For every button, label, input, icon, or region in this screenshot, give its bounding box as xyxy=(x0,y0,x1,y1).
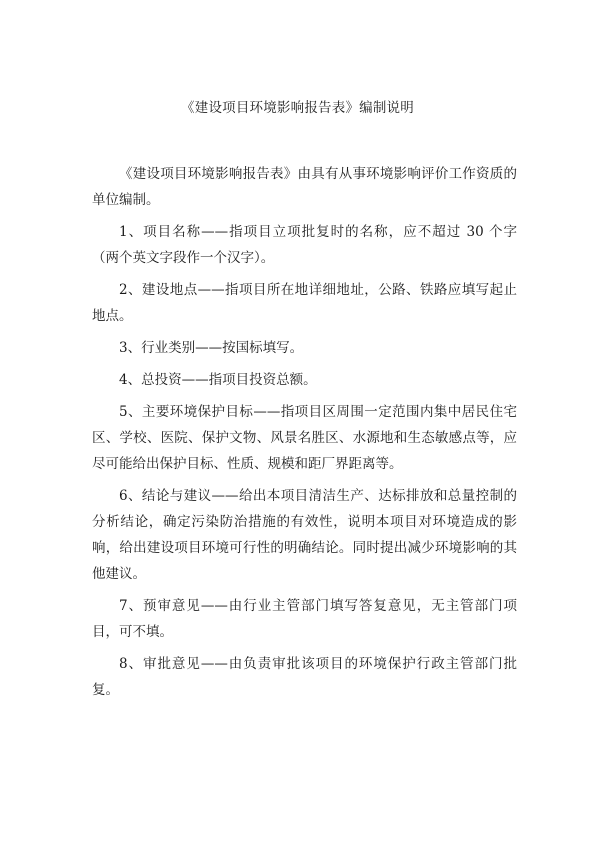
intro-paragraph: 《建设项目环境影响报告表》由具有从事环境影响评价工作资质的单位编制。 xyxy=(92,166,517,208)
item-conclusion-suggestions: 6、结论与建议——给出本项目清洁生产、达标排放和总量控制的分析结论，确定污染防治措施的有效性，说明本项目对环境造成的影响，给出建设项目环境可行性的明确结论。同时提出减少环境影响的其他建议。 xyxy=(92,488,517,582)
item-industry-category: 3、行业类别——按国标填写。 xyxy=(119,340,304,356)
item-project-name: 1、项目名称——指项目立项批复时的名称，应不超过 30 个字（两个英文字段作一个汉字）。 xyxy=(92,224,517,266)
document-body xyxy=(92,161,517,709)
item-approval-opinion: 8、审批意见——由负责审批该项目的环境保护行政主管部门批复。 xyxy=(92,656,517,698)
document-title: 《建设项目环境影响报告表》编制说明 xyxy=(181,100,414,116)
item-construction-site: 2、建设地点——指项目所在地详细地址，公路、铁路应填写起止地点。 xyxy=(92,282,517,324)
item-protection-targets: 5、主要环境保护目标——指项目区周围一定范围内集中居民住宅区、学校、医院、保护文物、风景名胜区、水源地和生态敏感点等，应尽可能给出保护目标、性质、规模和距厂界距离等。 xyxy=(92,404,517,472)
item-preliminary-review: 7、预审意见——由行业主管部门填写答复意见，无主管部门项目，可不填。 xyxy=(92,598,517,640)
item-total-investment: 4、总投资——指项目投资总额。 xyxy=(119,372,317,388)
